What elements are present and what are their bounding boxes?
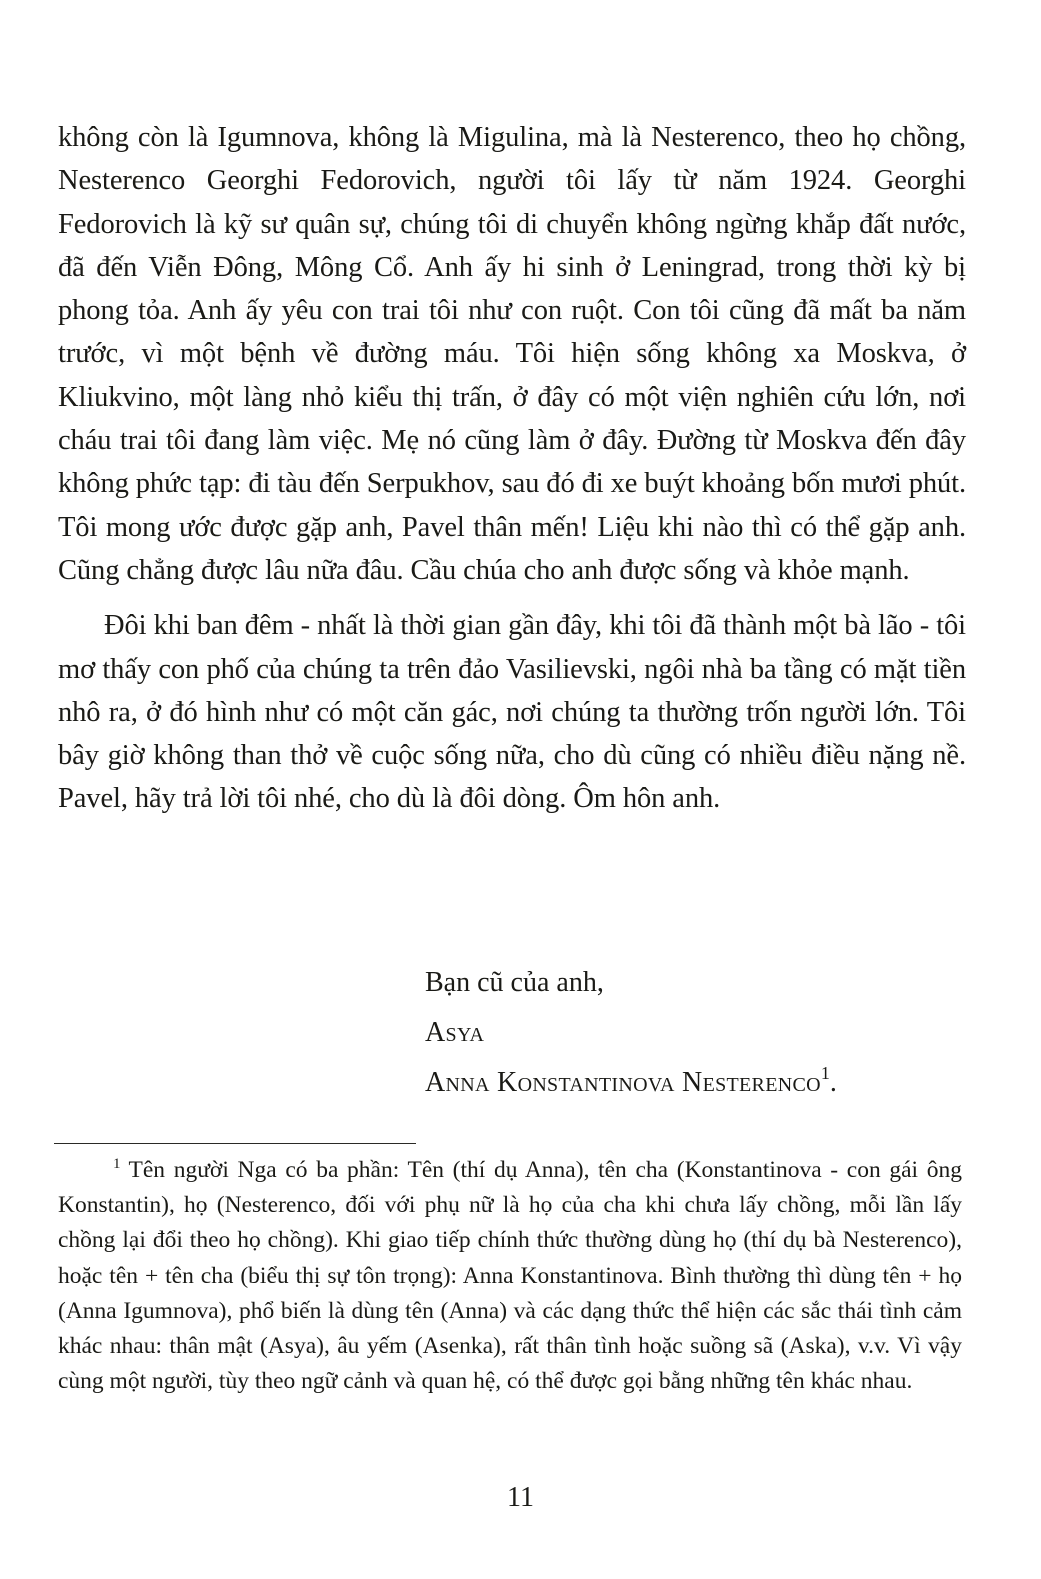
footnote-reference: 1 [820, 1063, 830, 1083]
paragraph-1: không còn là Igumnova, không là Migulina, mà là Nesterenco, theo họ chồng, Nesterenco Georghi Fedorovich, người tôi lấy từ năm 1924. Georghi Fedorovich là kỹ sư quân sự, chúng tôi di chuyển không ngừng khắp đất nước, đã đến Viễn Đông, Mông Cổ. Anh ấy hi sinh ở Leningrad, trong thời kỳ bị phong tỏa. Anh ấy yêu con trai tôi như con ruột. Con tôi cũng đã mất ba năm trước, vì một bệnh về đường máu. Tôi hiện sống không xa Moskva, ở Kliukvino, một làng nhỏ kiểu thị trấn, ở đây có một viện nghiên cứu lớn, nơi cháu trai tôi đang làm việc. Mẹ nó cũng làm ở đây. Đường từ Moskva đến đây không phức tạp: đi tàu đến Serpukhov, sau đó đi xe buýt khoảng bốn mươi phút. Tôi mong ước được gặp anh, Pavel thân mến! Liệu khi nào thì có thể gặp anh. Cũng chẳng được lâu nữa đâu. Cầu chúa cho anh được sống và khỏe mạnh. [58, 122, 966, 586]
footnote-text: Tên người Nga có ba phần: Tên (thí dụ Anna), tên cha (Konstantinova - con gái ông Konstantin), họ (Nesterenco, đối với phụ nữ là họ của cha khi chưa lấy chồng, mỗi lần lấy chồng lại đổi theo họ chồng). Khi giao tiếp chính thức thường dùng họ (thí dụ bà Nesterenco), hoặc tên + tên cha (biểu thị sự tôn trọng): Anna Konstantinova. Bình thường thì dùng tên + họ (Anna Igumnova), phổ biến là dùng tên (Anna) và các dạng thức thể hiện các sắc thái tình cảm khác nhau: thân mật (Asya), âu yếm (Asenka), rất thân tình hoặc suồng sã (Aska), v.v. Vì vậy cùng một người, tùy theo ngữ cảnh và quan hệ, có thể được gọi bằng những tên khác nhau. [58, 1157, 962, 1395]
signature-full-name-line [425, 1058, 837, 1108]
signature-block [425, 958, 837, 1108]
signature-end-punct: . [829, 1067, 837, 1098]
signature-full-name: Anna Konstantinova Nesterenco [425, 1067, 821, 1098]
footnote-divider [54, 1143, 416, 1144]
signature-short-name: Asya [425, 1017, 485, 1048]
footnote-marker: 1 [113, 1156, 121, 1172]
footnote [58, 1153, 962, 1399]
page-number: 11 [507, 1482, 534, 1513]
signature-closing: Bạn cũ của anh, [425, 967, 604, 998]
letter-body [58, 116, 966, 821]
paragraph-2: Đôi khi ban đêm - nhất là thời gian gần đây, khi tôi đã thành một bà lão - tôi mơ thấy con phố của chúng ta trên đảo Vasilievski, ngôi nhà ba tầng có mặt tiền nhô ra, ở đó hình như có một căn gác, nơi chúng ta thường trốn người lớn. Tôi bây giờ không than thở về cuộc sống nữa, cho dù cũng có nhiều điều nặng nề. Pavel, hãy trả lời tôi nhé, cho dù là đôi dòng. Ôm hôn anh. [58, 610, 966, 815]
